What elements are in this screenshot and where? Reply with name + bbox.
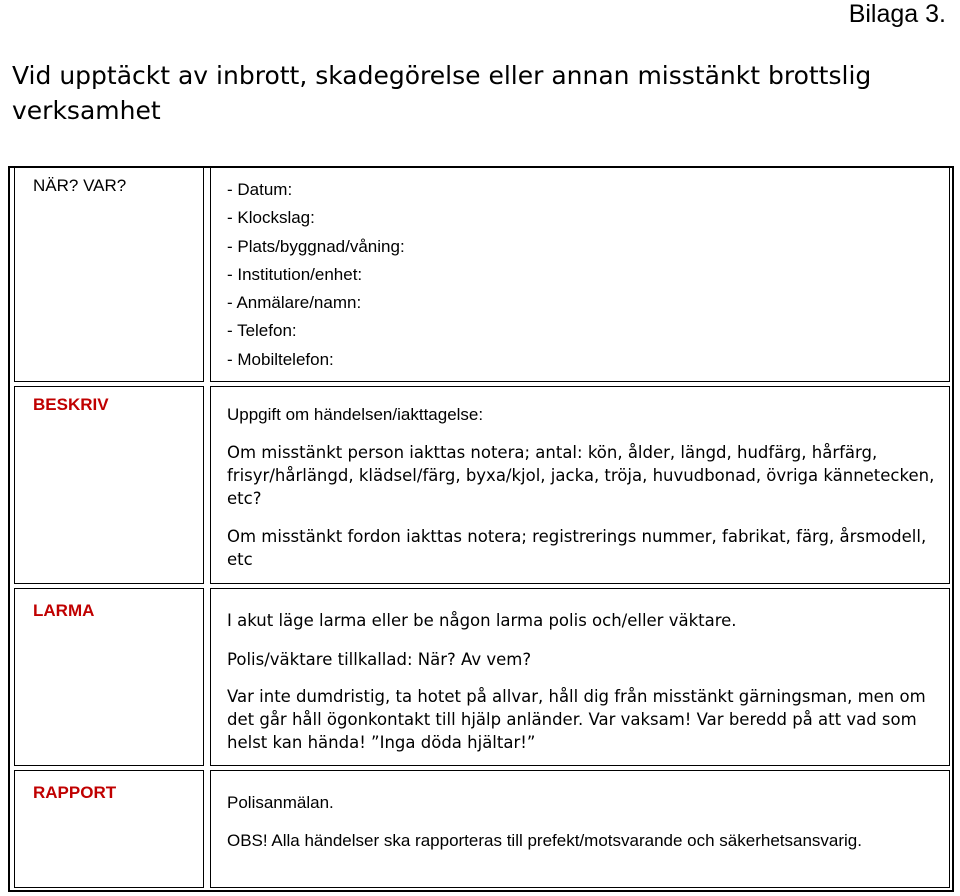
field-reporter-name: - Anmälare/namn:	[227, 293, 362, 313]
field-mobile: - Mobiltelefon:	[227, 349, 334, 369]
field-time: - Klockslag:	[227, 208, 315, 228]
when-where-field-list	[227, 176, 405, 374]
appendix-label: Bilaga 3.	[848, 0, 946, 28]
field-location: - Plats/byggnad/våning:	[227, 236, 405, 256]
alarm-line-1: I akut läge larma eller be någon larma polis och/eller väktare.	[227, 611, 737, 630]
page-title: Vid upptäckt av inbrott, skadegörelse eller annan misstänkt brottslig verksamhet	[12, 61, 872, 125]
alarm-line-2: Polis/väktare tillkallad: När? Av vem?	[227, 650, 532, 669]
content-cell-alarm	[210, 588, 950, 766]
row-describe	[10, 386, 952, 584]
content-cell-report	[210, 770, 950, 888]
label-cell-when-where	[14, 168, 204, 382]
label-when-where: NÄR? VAR?	[33, 176, 127, 195]
alarm-line-3: Var inte dumdristig, ta hotet på allvar, håll dig från misstänkt gärningsman, men om det går håll ögonkontakt till hjälp anländer. Var vaksam! Var beredd på att vad som helst kan hända! ”Inga döda hjältar!”	[227, 687, 926, 752]
label-cell-describe	[14, 386, 204, 584]
label-cell-report	[14, 770, 204, 888]
row-when-where	[10, 168, 952, 382]
label-cell-alarm	[14, 588, 204, 766]
field-date: - Datum:	[227, 180, 293, 199]
describe-heading: Uppgift om händelsen/iakttagelse:	[227, 405, 484, 424]
row-alarm	[10, 588, 952, 766]
incident-form-table	[8, 166, 954, 892]
content-cell-when-where	[210, 168, 950, 382]
content-cell-describe	[210, 386, 950, 584]
row-report	[10, 770, 952, 890]
describe-person-text: Om misstänkt person iakttas notera; antal: kön, ålder, längd, hudfärg, hårfärg, frisyr/hårlängd, klädsel/färg, byxa/kjol, jacka, tröja, huvudbonad, övriga kännetecken, etc?	[227, 443, 935, 508]
field-institution: - Institution/enhet:	[227, 264, 363, 284]
report-line-1: Polisanmälan.	[227, 793, 334, 812]
label-describe: BESKRIV	[33, 395, 109, 414]
label-alarm: LARMA	[33, 601, 95, 620]
describe-vehicle-text: Om misstänkt fordon iakttas notera; registrerings nummer, fabrikat, färg, årsmodell, etc	[227, 527, 927, 569]
label-report: RAPPORT	[33, 783, 117, 802]
report-line-2: OBS! Alla händelser ska rapporteras till prefekt/motsvarande och säkerhetsansvarig.	[227, 831, 862, 850]
field-phone: - Telefon:	[227, 321, 297, 341]
